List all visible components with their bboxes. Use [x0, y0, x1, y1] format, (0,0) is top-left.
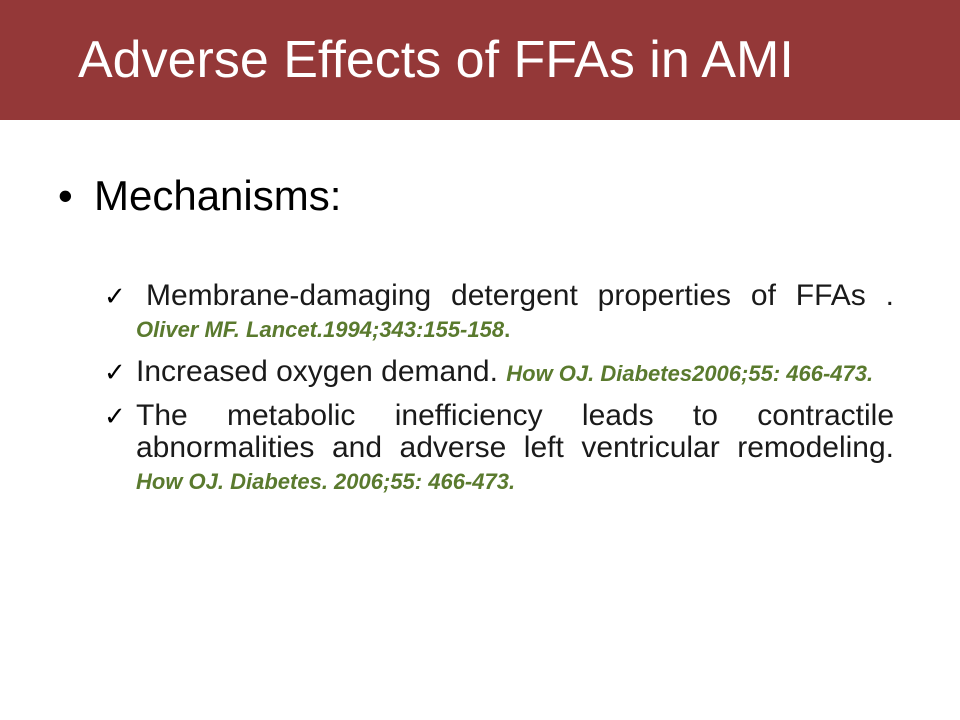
- main-bullet: [58, 170, 341, 222]
- bullet-glyph: •: [58, 172, 73, 219]
- list-item: [104, 356, 894, 390]
- item-text: The metabolic inefficiency leads to contractile abnormalities and adverse left ventricular remodeling.: [136, 399, 894, 464]
- checkmark-icon: ✓: [104, 281, 126, 311]
- list-item: [104, 280, 894, 346]
- citation-suffix: .: [504, 317, 511, 342]
- checkmark-icon: ✓: [104, 357, 126, 387]
- checkmark-icon: ✓: [104, 401, 126, 431]
- slide-title: Adverse Effects of FFAs in AMI: [78, 31, 794, 89]
- mechanisms-heading: Mechanisms:: [94, 172, 342, 219]
- item-text: Membrane-damaging detergent properties of FFAs .: [146, 279, 894, 312]
- list-item: [104, 400, 894, 498]
- item-citation: How OJ. Diabetes2006;55: 466-473.: [506, 361, 874, 386]
- item-citation: Oliver MF. Lancet.1994;343:155-158: [136, 317, 505, 342]
- item-citation: How OJ. Diabetes. 2006;55: 466-473.: [136, 469, 516, 494]
- item-text: Increased oxygen demand.: [136, 355, 498, 388]
- title-bar: [0, 0, 960, 120]
- mechanism-list: [104, 280, 894, 508]
